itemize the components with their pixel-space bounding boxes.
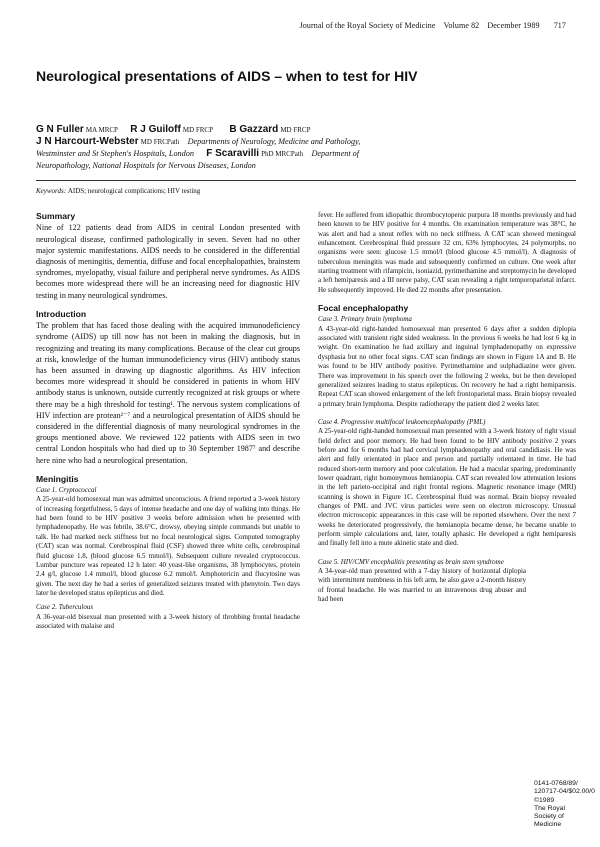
case-2-heading: Case 2. Tuberculous bbox=[36, 603, 94, 612]
sidebar-line: Medicine bbox=[534, 821, 562, 829]
journal-date: December 1989 bbox=[487, 21, 540, 30]
case-2-continued-text: fever. He suffered from idiopathic thrombocytopenic purpura 18 months previously and had been known to be HIV positive for 4 months. On examination temperature was 38°C, he was alert and had a snout reflex with no neck stiffness. A CAT scan showed meningeal enhancement. Cerebrospinal fluid pressure 32 cm, 63% lymphocytes, 24 polymorphs, no organisms were seen: glucose 1.5 mmol/l (blood glucose 4.5 mmol/l). A diagnosis of tuberculous meningitis was made and subsequently confirmed on culture. One week after starting treatment with rifampicin, isoniazid, pyrimethamine and streptomycin he developed a left hemiparesis and a III nerve palsy, CAT scan revealing a right temporoparietal infarct. He subsequently improved. He died 22 months after presentation. bbox=[318, 211, 576, 294]
author-degree: MA MRCP bbox=[85, 126, 118, 134]
author-degree: PhD MRCPath bbox=[261, 150, 304, 158]
author-block bbox=[36, 124, 576, 172]
case-5-heading: Case 5. HIV/CMV encephalitis presenting as brain stem syndrome bbox=[318, 557, 504, 566]
summary-heading: Summary bbox=[36, 211, 76, 221]
page-number: 717 bbox=[553, 21, 566, 30]
running-head bbox=[294, 21, 566, 30]
case-4-text: A 25-year-old right-handed homosexual man presented with a 3-week history of right visual field defect and poor memory. He had been found to be HIV antibody positive 2 years before and for 6 months had had cervical lymphadenopathy and oral candidiasis. He was alert and fully orientated in place and person and partially orientated in time. He had reduced short-term memory and poor calculation. He had a macular sparing, predominantly lower quadrant, right homonymous hemianopia. CAT scan revealed low attenuation lesions in the left parieto-occipital and right frontal regions. Magnetic resonance image (MRI) scanning is shown in Figure 1C. Cerebrospinal fluid was normal. Brain biopsy revealed changes of PML and JVC virus particles were seen on electron microscopy. Unusual electron microscopic appearances in this case will be reported elsewhere. Over the next 7 weeks he deteriorated progressively, the hemianopia became dense, he became unable to perform simple calculations and, later, totally aphasic. He developed a right hemiparesis and finally fell into a mute akinetic state and died. bbox=[318, 427, 577, 548]
sidebar-line: The Royal bbox=[534, 804, 565, 812]
author-name: B Gazzard bbox=[229, 124, 279, 135]
keywords bbox=[36, 187, 200, 195]
introduction-heading: Introduction bbox=[36, 308, 87, 319]
article-title: Neurological presentations of AIDS – when to test for HIV bbox=[36, 68, 418, 84]
focal-encephalopathy-heading: Focal encephalopathy bbox=[318, 303, 409, 314]
affiliation: Department of bbox=[311, 149, 360, 158]
affiliation: Neuropathology, National Hospitals for Nervous Diseases, London bbox=[36, 161, 256, 170]
journal-name: Journal of the Royal Society of Medicine bbox=[299, 21, 436, 30]
case-2-text: A 36-year-old bisexual man presented with a 3-week history of throbbing frontal headache associated with malaise and bbox=[36, 612, 300, 630]
sidebar-line: 120717-04/$02.00/0 bbox=[534, 788, 595, 796]
case-1-text: A 25-year-old homosexual man was admitted unconscious. A friend reported a 3-week history of increasing forgetfulness, 5 days of intense headache and one day of walking into things. He had been found to be HIV positive 3 weeks before admission when he presented with lymphadenopathy. He was febrile, 38.6°C, drowsy, obeying simple commands but unable to talk. He had marked neck stiffness but no focal neurological signs. Computed tomography (CAT) scan was normal. Cerebrospinal fluid (CSF) showed three white cells, cerebrospinal fluid glucose 1.8, (blood glucose 6.5 mmol/l). Subsequent culture revealed cryptococcus. Lumbar puncture was repeated 12 h later: 40 yeast-like organisms, 38 lymphocytes, protein 2.4 g/l, glucose 1.4 mmol/l, blood glucose 6.2 mmol/l. Amphotericin and flucytosine was given. The next day he had a series of generalized seizures treated with phenytoin. Two days later he developed status epilepticus and died. bbox=[36, 495, 300, 597]
case-3-heading: Case 3. Primary brain lymphoma bbox=[318, 315, 412, 324]
introduction-text: The problem that has faced those dealing with the acquired immunodeficiency syndrome (AIDS) up till now has not been in making the diagnosis, but in recognizing and treating its many complications. Because of the clear cut groups at risk, knowledge of the human immunodeficiency virus (HIV) antibody status has been assumed in drawing up diagnostic algorithms. As HIV infection becomes more widespread it should be considered in patients in whom HIV antibody status is unknown, outside currently recognized at risk groups or where there may be a high threshold for testing¹. The nervous system complications of HIV infection are protean²⁻⁷ and a neurological presentation of AIDS should be considered in the differential diagnosis of many neurological syndromes in the groups mentioned above. We reviewed 122 patients with AIDS seen in two central London hospitals who had died up to 30 September 1987⁷ and describe here nine who had a neurological presentation. bbox=[36, 321, 300, 465]
case-4-heading: Case 4. Progressive multifocal leukoencephalopathy (PML) bbox=[318, 417, 486, 426]
author-name: G N Fuller bbox=[36, 124, 84, 135]
author-degree: MD FRCP bbox=[280, 126, 311, 134]
affiliation: Westminster and St Stephen's Hospitals, London bbox=[36, 149, 194, 158]
author-degree: MD FRCPath bbox=[140, 138, 180, 146]
keywords-label: Keywords: bbox=[36, 187, 67, 195]
author-line-3 bbox=[36, 148, 576, 160]
case-1-heading: Case 1. Cryptococcal bbox=[36, 486, 97, 495]
affiliation: Departments of Neurology, Medicine and Pathology, bbox=[187, 137, 361, 146]
copyright-sidebar bbox=[534, 780, 595, 830]
right-column bbox=[318, 211, 576, 604]
keywords-value: AIDS; neurological complications; HIV testing bbox=[67, 187, 201, 195]
left-column bbox=[36, 211, 300, 631]
sidebar-line: Society of bbox=[534, 813, 564, 821]
case-5-text: A 34-year-old man presented with a 7-day history of horizontal diplopia with intermittent numbness in his left arm, he also gave a 2-month history of frontal headache. He was married to an intravenous drug abuser and had been bbox=[318, 567, 526, 604]
author-line-4 bbox=[36, 160, 576, 172]
author-name: J N Harcourt-Webster bbox=[36, 136, 139, 147]
divider-rule bbox=[36, 180, 576, 181]
journal-volume: Volume 82 bbox=[443, 21, 480, 30]
author-name: R J Guiloff bbox=[130, 124, 181, 135]
author-line-1 bbox=[36, 124, 576, 136]
meningitis-heading: Meningitis bbox=[36, 473, 79, 484]
author-degree: MD FRCP bbox=[182, 126, 213, 134]
case-3-text: A 43-year-old right-handed homosexual man presented 6 days after a sudden diplopia associated with transient right sided weakness. In the previous 6 weeks he had lost 6 kg in weight. On examination he had axillary and inguinal lymphadenopathy on expressive dysphasia but no other focal signs. CAT scan findings are shown in Figure 1A and B. He was found to be HIV antibody positive. Pyrimethamine and sulphadiazine were given. There was improvement in his speech over the following 2 weeks, but he then developed generalized seizures leading to status epilepticus. On recovery he had a right hemiparesis. Repeat CAT scan showed enlargement of the left frontoparietal mass. Brain biopsy revealed a primary brain lymphoma. Despite radiotherapy the patient died 2 weeks later. bbox=[318, 324, 576, 408]
summary-text: Nine of 122 patients dead from AIDS in central London presented with neurological disease, confirmed pathologically in seven. Seven had no other major systemic manifestations. AIDS needs to be considered in the differential diagnosis of meningitis, dementia, diffuse and focal encephalopathies, brainstem syndromes, myelopathy, visual failure and peripheral nerve syndromes. As AIDS becomes more widespread there will be an increasing need for diagnostic HIV testing in many neurological syndromes. bbox=[36, 223, 300, 300]
sidebar-line: ©1989 bbox=[534, 796, 555, 804]
author-line-2 bbox=[36, 136, 576, 148]
author-name: F Scaravilli bbox=[206, 148, 260, 159]
sidebar-line: 0141-0768/89/ bbox=[534, 780, 578, 787]
